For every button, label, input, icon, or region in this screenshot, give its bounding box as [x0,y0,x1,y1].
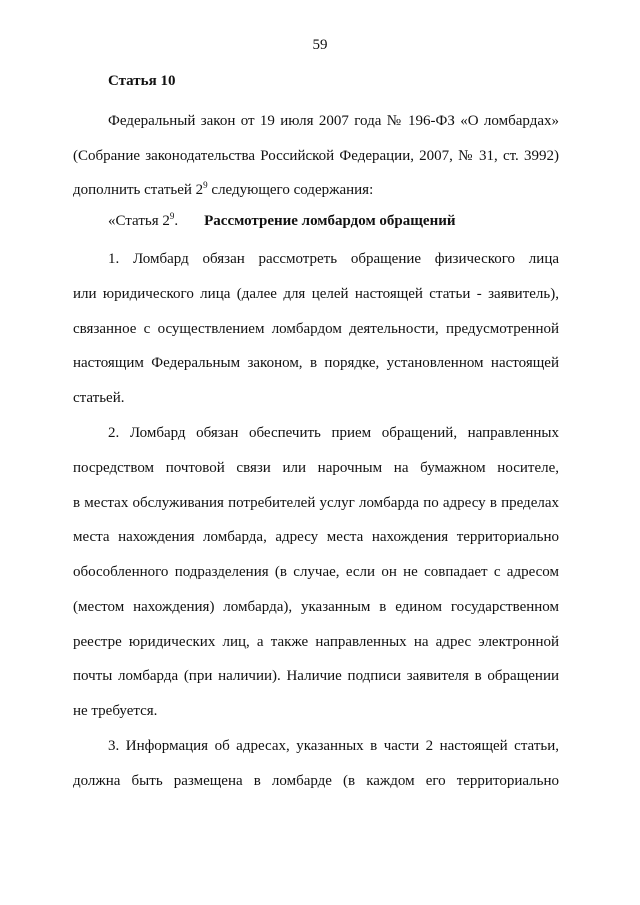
intro-line [73,181,373,199]
paragraph-line: почты ломбарда (при наличии). Наличие подписи заявителя в обращении [73,668,559,684]
paragraph-line: 3. Информация об адресах, указанных в части 2 настоящей статьи, [108,738,559,754]
article-label: «Статья 2 [108,213,170,229]
page-number: 59 [312,37,328,53]
paragraph-line: настоящим Федеральным законом, в порядке, установленном настоящей [73,355,559,371]
paragraph-line: посредством почтовой связи или нарочным на бумажном носителе, [73,460,559,476]
superscript: 9 [203,180,208,190]
paragraph-line: реестре юридических лиц, а также направленных на адрес электронной [73,634,559,650]
paragraph-line: 1. Ломбард обязан рассмотреть обращение физического лица [108,251,559,267]
intro-line: Федеральный закон от 19 июля 2007 года № 196-ФЗ «О ломбардах» [108,113,559,129]
paragraph-line: должна быть размещена в ломбарде (в каждом его территориально [73,773,559,789]
article-title: Рассмотрение ломбардом обращений [204,213,456,229]
intro-text-part: дополнить статьей 2 [73,182,204,198]
paragraph-line: или юридического лица (далее для целей настоящей статьи - заявитель), [73,286,559,302]
intro-text-part: следующего содержания: [207,182,374,198]
paragraph-line: (местом нахождения) ломбарда), указанным в едином государственном [73,599,559,615]
paragraph-line: места нахождения ломбарда, адресу места нахождения территориально [73,529,559,545]
paragraph-line: 2. Ломбард обязан обеспечить прием обращений, направленных [108,425,559,441]
paragraph-line: не требуется. [73,703,158,719]
new-article-heading [108,213,456,230]
paragraph-line: в местах обслуживания потребителей услуг ломбарда по адресу в пределах [73,495,559,511]
paragraph-line: обособленного подразделения (в случае, если он не совпадает с адресом [73,564,559,580]
intro-line: (Собрание законодательства Российской Федерации, 2007, № 31, ст. 3992) [73,148,559,164]
superscript: 9 [169,211,175,221]
paragraph-line: связанное с осуществлением ломбардом деятельности, предусмотренной [73,321,559,337]
paragraph-line: статьей. [73,390,125,406]
article-heading: Статья 10 [108,73,176,89]
article-label-dot: . [174,213,179,229]
